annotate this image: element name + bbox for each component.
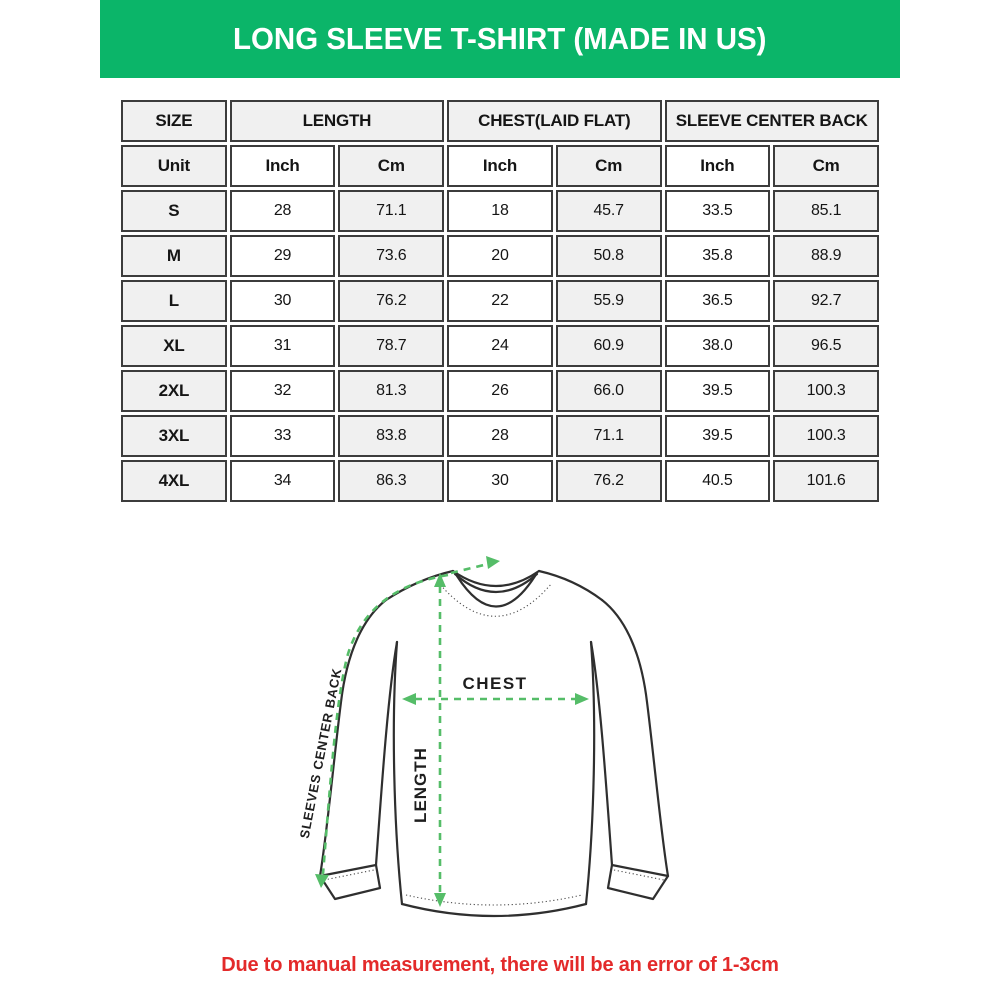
value-cell: 83.8 (338, 415, 444, 457)
tshirt-diagram (285, 542, 715, 942)
unit-sleeve-cm: Cm (773, 145, 879, 187)
value-cell: 20 (447, 235, 553, 277)
value-cell: 55.9 (556, 280, 662, 322)
value-cell: 100.3 (773, 370, 879, 412)
table-row-l (121, 280, 879, 322)
value-cell: 81.3 (338, 370, 444, 412)
unit-length-inch: Inch (230, 145, 336, 187)
col-header-chest: CHEST(LAID FLAT) (447, 100, 661, 142)
col-header-sleeve: SLEEVE CENTER BACK (665, 100, 879, 142)
value-cell: 50.8 (556, 235, 662, 277)
length-arrow (434, 573, 446, 907)
unit-row (121, 145, 879, 187)
value-cell: 86.3 (338, 460, 444, 502)
value-cell: 35.8 (665, 235, 771, 277)
size-cell: 3XL (121, 415, 227, 457)
table-row-xl (121, 325, 879, 367)
table-row-s (121, 190, 879, 232)
value-cell: 101.6 (773, 460, 879, 502)
value-cell: 40.5 (665, 460, 771, 502)
value-cell: 71.1 (556, 415, 662, 457)
page-title: LONG SLEEVE T-SHIRT (MADE IN US) (233, 21, 767, 56)
value-cell: 18 (447, 190, 553, 232)
right-cuff-stitch (614, 870, 664, 880)
value-cell: 78.7 (338, 325, 444, 367)
chest-label: CHEST (462, 674, 528, 693)
value-cell: 76.2 (338, 280, 444, 322)
unit-chest-cm: Cm (556, 145, 662, 187)
value-cell: 73.6 (338, 235, 444, 277)
value-cell: 33 (230, 415, 336, 457)
size-cell: 2XL (121, 370, 227, 412)
value-cell: 36.5 (665, 280, 771, 322)
size-cell: M (121, 235, 227, 277)
size-cell: 4XL (121, 460, 227, 502)
hem-stitch (406, 895, 582, 905)
value-cell: 22 (447, 280, 553, 322)
value-cell: 71.1 (338, 190, 444, 232)
value-cell: 30 (447, 460, 553, 502)
sleeve-arrow (315, 556, 500, 888)
value-cell: 88.9 (773, 235, 879, 277)
tshirt-outline (320, 571, 668, 916)
value-cell: 28 (230, 190, 336, 232)
unit-label: Unit (121, 145, 227, 187)
unit-sleeve-inch: Inch (665, 145, 771, 187)
value-cell: 31 (230, 325, 336, 367)
value-cell: 24 (447, 325, 553, 367)
value-cell: 39.5 (665, 370, 771, 412)
size-chart-table (118, 97, 882, 505)
value-cell: 100.3 (773, 415, 879, 457)
measurement-disclaimer: Due to manual measurement, there will be an error of 1-3cm (221, 954, 779, 976)
col-header-size: SIZE (121, 100, 227, 142)
value-cell: 96.5 (773, 325, 879, 367)
length-label: LENGTH (411, 747, 430, 823)
size-cell: S (121, 190, 227, 232)
unit-chest-inch: Inch (447, 145, 553, 187)
value-cell: 45.7 (556, 190, 662, 232)
table-row-3xl (121, 415, 879, 457)
title-banner (100, 0, 900, 78)
left-cuff-stitch (324, 870, 374, 880)
value-cell: 26 (447, 370, 553, 412)
value-cell: 38.0 (665, 325, 771, 367)
value-cell: 28 (447, 415, 553, 457)
size-cell: L (121, 280, 227, 322)
size-table (118, 97, 882, 505)
value-cell: 39.5 (665, 415, 771, 457)
value-cell: 30 (230, 280, 336, 322)
sleeve-center-back-label: SLEEVES CENTER BACK (296, 666, 345, 840)
table-row-m (121, 235, 879, 277)
table-row-2xl (121, 370, 879, 412)
value-cell: 92.7 (773, 280, 879, 322)
unit-length-cm: Cm (338, 145, 444, 187)
size-cell: XL (121, 325, 227, 367)
value-cell: 60.9 (556, 325, 662, 367)
value-cell: 29 (230, 235, 336, 277)
value-cell: 32 (230, 370, 336, 412)
value-cell: 34 (230, 460, 336, 502)
value-cell: 33.5 (665, 190, 771, 232)
table-row-4xl (121, 460, 879, 502)
col-header-length: LENGTH (230, 100, 444, 142)
collar-stitch (438, 582, 552, 616)
chest-arrow (402, 693, 589, 705)
value-cell: 66.0 (556, 370, 662, 412)
value-cell: 85.1 (773, 190, 879, 232)
value-cell: 76.2 (556, 460, 662, 502)
group-header-row (121, 100, 879, 142)
